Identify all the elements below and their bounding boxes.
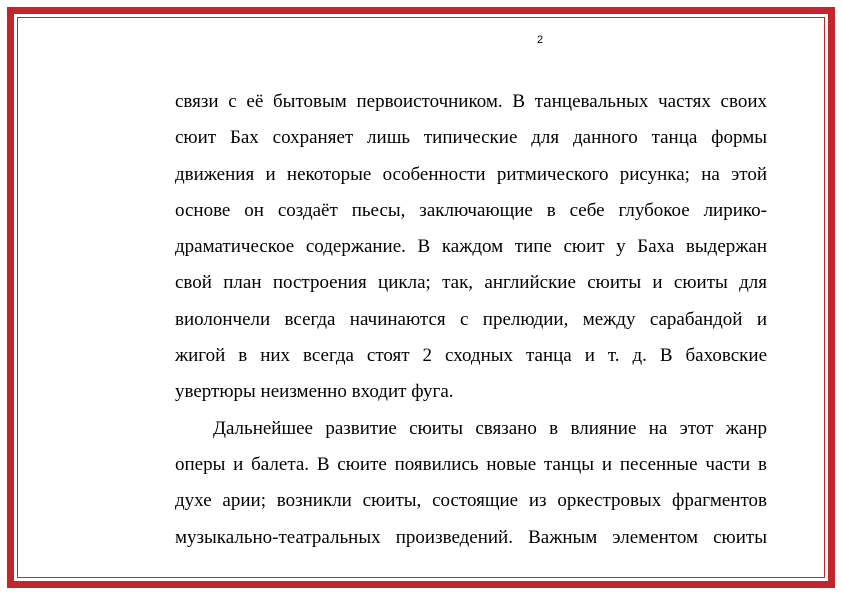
document-body [175,84,767,556]
text-line: музыкально-театральных произведений. Важным элементом сюиты [175,526,767,548]
text-line: Дальнейшее развитие сюиты связано в влияние на этот жанр [213,417,767,439]
page-number: 2 [537,34,544,46]
text-line: духе арии; возникли сюиты, состоящие из оркестровых фрагментов [175,490,767,512]
text-line: виолончели всегда начинаются с прелюдии, между сарабандой и [175,308,767,330]
text-line: сюит Бах сохраняет лишь типические для данного танца формы [175,127,767,149]
text-line: оперы и балета. В сюите появились новые танцы и песенные части в [175,453,767,475]
text-line: движения и некоторые особенности ритмического рисунка; на этой [175,163,767,185]
text-line: основе он создаёт пьесы, заключающие в себе глубокое лирико- [175,199,767,221]
text-line: связи с её бытовым первоисточником. В танцевальных частях своих [175,91,767,112]
text-line: жигой в них всегда стоят 2 сходных танца и т. д. В баховские [175,345,767,367]
text-line: увертюры неизменно входит фуга. [175,381,454,403]
text-line: свой план построения цикла; так, английские сюиты и сюиты для [175,272,767,294]
text-line: драматическое содержание. В каждом типе сюит у Баха выдержан [175,236,767,258]
